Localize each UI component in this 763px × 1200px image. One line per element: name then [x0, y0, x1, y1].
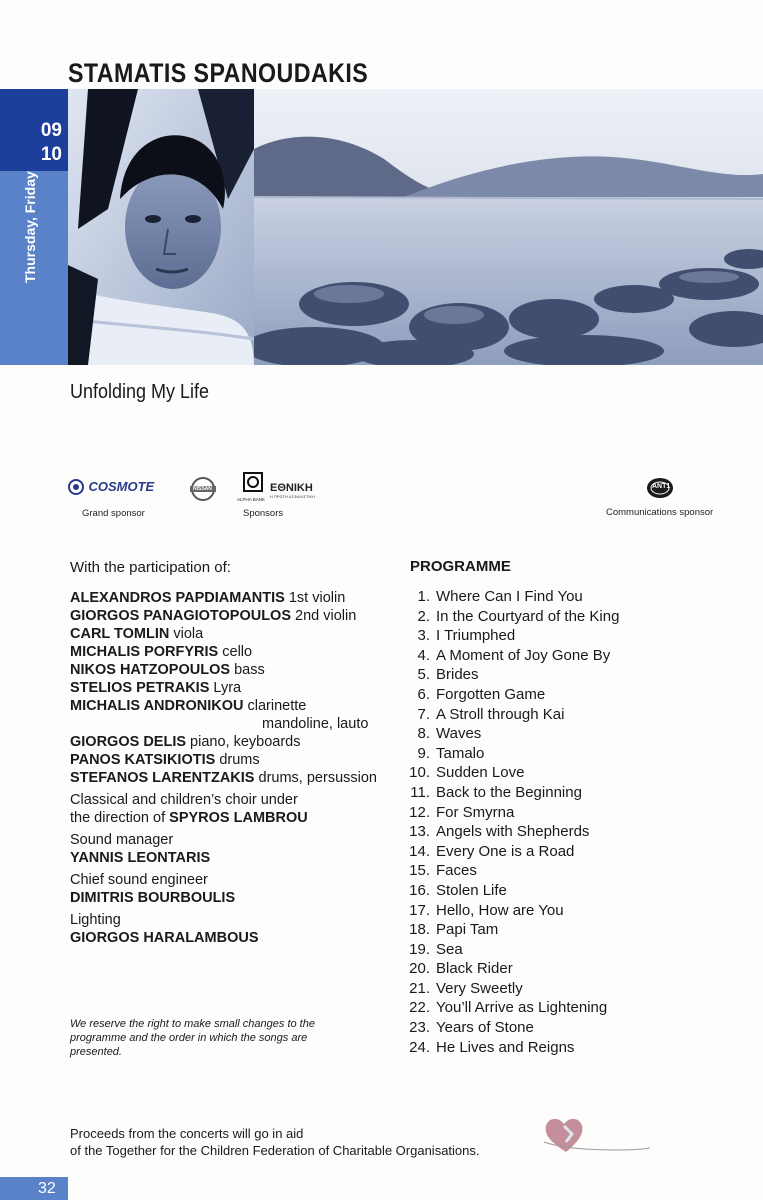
programme-title: PROGRAMME: [410, 558, 511, 575]
page-number-tab: [0, 1177, 68, 1200]
musician-role: viola: [173, 626, 204, 642]
programme-item-number: 11.: [410, 783, 430, 801]
credit-label: Chief sound engineer: [70, 872, 208, 888]
programme-item-title: Waves: [436, 725, 482, 743]
credit-row: [70, 607, 410, 625]
sponsors-caption: Sponsors: [243, 508, 284, 519]
musician-role: 2nd violin: [295, 608, 357, 624]
musician-role: 1st violin: [288, 590, 346, 606]
artist-portrait: [68, 89, 254, 365]
charity-heart-logo: [540, 1112, 650, 1160]
ethniki-logo: [270, 482, 315, 499]
artist-name: STAMATIS SPANOUDAKIS: [68, 58, 369, 88]
choir-direction-label: the direction of: [70, 810, 166, 826]
choir-director-name: SPYROS LAMBROU: [169, 810, 308, 826]
musician-role: cello: [222, 644, 253, 660]
programme-item-number: 2.: [417, 607, 430, 625]
lake-landscape-photo: [254, 89, 763, 365]
nissan-logo-text: NISSAN: [193, 486, 212, 492]
programme-item: [408, 940, 619, 960]
programme-item-title: Back to the Beginning: [436, 783, 582, 801]
programme-item: [408, 783, 619, 803]
ant1-logo-text: ANT1: [652, 483, 671, 490]
programme-item-title: Brides: [436, 666, 479, 684]
programme-item-number: 22.: [409, 999, 430, 1017]
nissan-logo: [190, 476, 216, 507]
programme-item: [408, 979, 619, 999]
participation-intro: With the participation of:: [70, 559, 231, 576]
musician-role: bass: [234, 662, 265, 678]
programme-item-number: 12.: [409, 803, 430, 821]
programme-item-number: 8.: [417, 725, 430, 743]
programme-item-number: 18.: [409, 921, 430, 939]
musician-name: ALEXANDROS PAPDIAMANTIS: [70, 590, 285, 606]
musician-name: PANOS KATSIKIOTIS: [70, 752, 216, 768]
programme-item-title: Years of Stone: [436, 1019, 534, 1037]
programme-item: [408, 744, 619, 764]
musician-name: MICHALIS PORFYRIS: [70, 644, 219, 660]
programme-item: [408, 920, 619, 940]
alphabank-emblem-icon: [243, 472, 263, 492]
credit-name: GIORGOS HARALAMBOUS: [70, 930, 259, 946]
programme-item-title: Sudden Love: [436, 764, 525, 782]
programme-item-number: 21.: [409, 979, 430, 997]
programme-item-title: For Smyrna: [436, 803, 515, 821]
credit-row: [70, 625, 410, 643]
programme-item: [408, 665, 619, 685]
programme-item: [408, 1038, 619, 1058]
programme-item-number: 14.: [409, 842, 430, 860]
programme-item-title: Very Sweetly: [436, 979, 523, 997]
programme-item-number: 4.: [417, 646, 430, 664]
grand-sponsor-caption: Grand sponsor: [82, 508, 145, 519]
programme-item: [408, 881, 619, 901]
credit-row: [70, 769, 410, 787]
programme-item-number: 6.: [417, 685, 430, 703]
programme-item-title: You’ll Arrive as Lightening: [436, 999, 608, 1017]
programme-item-number: 15.: [409, 862, 430, 880]
musician-name: STELIOS PETRAKIS: [70, 680, 210, 696]
programme-item-number: 13.: [409, 823, 430, 841]
programme-item-title: He Lives and Reigns: [436, 1038, 575, 1056]
choir-direction-line: [70, 809, 410, 827]
alphabank-logo: [236, 472, 266, 502]
programme-item-title: I Triumphed: [436, 627, 516, 645]
proceeds-note: [70, 1125, 550, 1159]
programme-item: [408, 842, 619, 862]
musician-role: drums, persussion: [258, 770, 377, 786]
musician-name: GIORGOS PANAGIOTOPOULOS: [70, 608, 292, 624]
programme-item-title: Where Can I Find You: [436, 588, 583, 605]
musician-name: STEFANOS LARENTZAKIS: [70, 770, 255, 786]
credit-name: YANNIS LEONTARIS: [70, 850, 211, 866]
programme-item-number: 24.: [409, 1038, 430, 1056]
programme-item-number: 1.: [417, 588, 430, 605]
credit-row: [70, 589, 410, 607]
sound-manager-credit: [70, 831, 410, 867]
programme-item-title: Papi Tam: [436, 921, 499, 939]
programme-item-title: Black Rider: [436, 960, 513, 978]
musician-name: CARL TOMLIN: [70, 626, 170, 642]
credit-row: [70, 751, 410, 769]
programme-item: [408, 1018, 619, 1038]
musician-name: NIKOS HATZOPOULOS: [70, 662, 231, 678]
credits-list: [70, 589, 410, 947]
page-number: 32: [38, 1180, 56, 1197]
credit-row: [70, 679, 410, 697]
cosmote-logo-text: COSMOTE: [88, 479, 155, 495]
choir-line: Classical and children’s choir under: [70, 792, 298, 808]
programme-item: [408, 724, 619, 744]
musician-role: drums: [219, 752, 260, 768]
proceeds-line: Proceeds from the concerts will go in aid: [70, 1126, 304, 1141]
programme-item: [408, 803, 619, 823]
musician-name: MICHALIS ANDRONIKOU: [70, 698, 244, 714]
programme-item-title: Angels with Shepherds: [436, 823, 590, 841]
programme-item-title: Hello, How are You: [436, 901, 564, 919]
programme-item-number: 5.: [417, 666, 430, 684]
programme-item-number: 20.: [409, 960, 430, 978]
ethniki-logo-sub: Η ΠΡΩΤΗ ΑΣΦΑΛΙΣΤΙΚΗ: [270, 494, 316, 499]
programme-item-title: In the Courtyard of the King: [436, 607, 620, 625]
programme-item-title: Every One is a Road: [436, 842, 575, 860]
date-block: [0, 89, 68, 171]
credit-row: [70, 733, 410, 751]
programme-item-number: 23.: [409, 1019, 430, 1037]
ethniki-logo-text: ΕΘΝΙΚΗ: [270, 482, 313, 494]
programme-item: [408, 901, 619, 921]
programme-item-title: Sea: [436, 940, 463, 958]
programme-item: [408, 646, 619, 666]
programme-item: [408, 998, 619, 1018]
credit-label: Lighting: [70, 912, 121, 928]
date-day-2: 10: [40, 144, 62, 165]
programme-item: [408, 763, 619, 783]
date-day-1: 09: [40, 120, 62, 141]
weekday-label: Thursday, Friday: [22, 171, 38, 283]
programme-item: [408, 822, 619, 842]
sound-engineer-credit: [70, 871, 410, 907]
cosmote-mark-icon: [68, 478, 84, 496]
programme-item-title: A Stroll through Kai: [436, 705, 565, 723]
programme-item-title: A Moment of Joy Gone By: [436, 646, 611, 664]
proceeds-line: of the Together for the Children Federation of Charitable Organisations.: [70, 1143, 480, 1158]
programme-item-title: Faces: [436, 862, 477, 880]
credit-role-continuation: mandoline, lauto: [262, 716, 369, 732]
communications-sponsor-caption: Communications sponsor: [606, 507, 714, 518]
programme-list: [408, 587, 619, 1057]
alphabank-logo-text: ALPHA BANK: [236, 497, 265, 502]
programme-item-number: 3.: [417, 627, 430, 645]
credit-row: [70, 661, 410, 679]
musician-role: piano, keyboards: [190, 734, 301, 750]
programme-item-title: Tamalo: [436, 744, 485, 762]
programme-item-title: Forgotten Game: [436, 685, 546, 703]
musician-role: Lyra: [213, 680, 242, 696]
credit-row: [70, 643, 410, 661]
credit-name: DIMITRIS BOURBOULIS: [70, 890, 236, 906]
concert-subtitle: Unfolding My Life: [70, 381, 210, 403]
musician-role: clarinette: [247, 698, 307, 714]
programme-item: [408, 861, 619, 881]
programme-item: [408, 685, 619, 705]
programme-item: [408, 705, 619, 725]
programme-item: [408, 587, 619, 607]
credit-label: Sound manager: [70, 832, 174, 848]
programme-item-number: 17.: [409, 901, 430, 919]
programme-item-number: 16.: [409, 881, 430, 899]
lighting-credit: [70, 911, 410, 947]
credit-row: [70, 697, 410, 715]
programme-item-title: Stolen Life: [436, 881, 507, 899]
programme-item: [408, 626, 619, 646]
programme-item: [408, 607, 619, 627]
programme-item-number: 10.: [409, 764, 430, 782]
programme-item: [408, 959, 619, 979]
cosmote-logo: [68, 478, 154, 496]
programme-item-number: 19.: [409, 940, 430, 958]
choir-credit: [70, 791, 410, 827]
musician-name: GIORGOS DELIS: [70, 734, 187, 750]
programme-change-note: We reserve the right to make small changes to the programme and the order in which the songs are presented.: [70, 1018, 315, 1058]
ant1-logo: [646, 477, 674, 504]
programme-item-number: 9.: [417, 744, 430, 762]
programme-item-number: 7.: [417, 705, 430, 723]
